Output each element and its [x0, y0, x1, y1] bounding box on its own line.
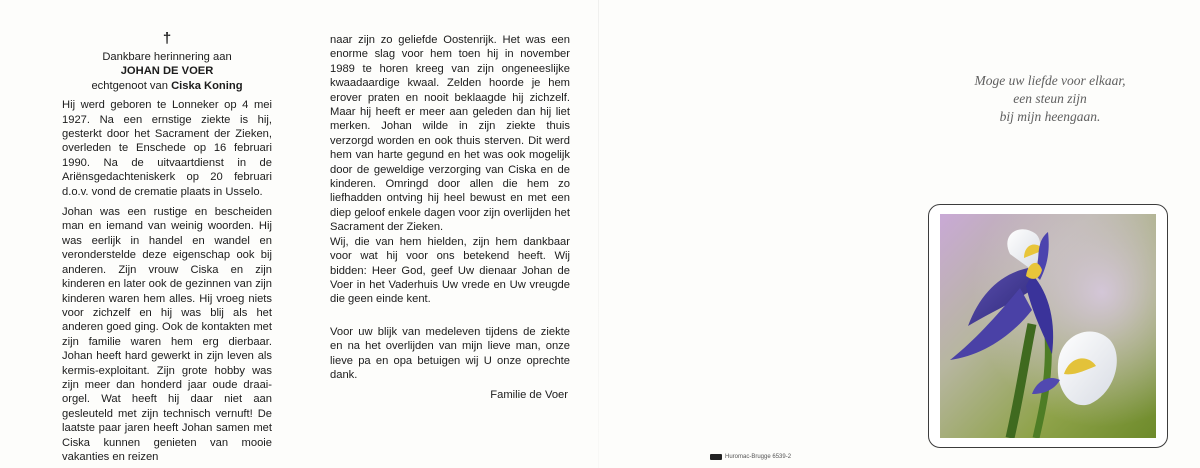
- card-fold-line: [598, 0, 599, 468]
- printer-mark-text: Huromac-Brugge 6539-2: [725, 454, 792, 460]
- biography-paragraph-1: Hij werd geboren te Lonneker op 4 mei 1927. Na een ernstige ziekte is hij, gesterkt door het Sacrament der Zieken, overleden te Enschede op 16 februari 1990. Na de uitvaartdienst in de Ariënsgedachteniskerk op 20 februari d.o.v. vond de crematie plaats in Usselo.: [62, 99, 272, 198]
- deceased-name: JOHAN DE VOER: [120, 65, 214, 78]
- poem-verse: [930, 72, 1170, 126]
- left-text-column: [62, 30, 272, 464]
- poem-line: Moge uw liefde voor elkaar,: [974, 73, 1126, 88]
- cross-icon: †: [162, 30, 172, 47]
- prayer-paragraph: Wij, die van hem hielden, zijn hem dankbaar voor wat hij voor ons betekend heeft. Wij bidden: Heer God, geef Uw dienaar Johan de Voer in het Vaderhuis Uw vrede en Uw vreugde die geen einde kent.: [330, 235, 570, 306]
- poem-line: bij mijn heengaan.: [999, 109, 1101, 124]
- middle-text-column: [330, 33, 570, 403]
- biography-paragraph-2: Johan was een rustige en bescheiden man en iemand van weinig woorden. Hij was eerlijk in handel en wandel en veronderstelde deze eigenschap ook bij anderen. Zijn vrouw Ciska en zijn kinderen en later ook de gezinnen van zijn kinderen waren hem alles. Hij vroeg niets voor zichzelf en hij was blij als het anderen goed ging. Ook de kontakten met zijn familie waren hem erg dierbaar. Johan heeft hard gewerkt in zijn leven als kermis-exploitant. Zijn grote hobby was zijn meer dan honderd jaar oude draai-orgel. Wat heeft hij daar niet aan gesleuteld met zijn technisch vernuft! De laatste paar jaren heeft Johan samen met Ciska kunnen genieten van mooie vakanties en reizen: [62, 206, 272, 463]
- poem-line: een steun zijn: [1013, 91, 1087, 106]
- biography-paragraph-3: naar zijn zo geliefde Oostenrijk. Het was een enorme slag voor hem toen hij in november 1989 te horen kreeg van zijn ongeneeslijke kwaadaardige kwaal. Zelden hoorde je hem erover praten en nooit beklaagde hij zichzelf. Maar hij heeft er meer aan geleden dan hij liet merken. Johan wilde in zijn ziekte thuis verzorgd worden en ook thuis sterven. Dit werd hem van harte gegund en het was ook mogelijk door de geweldige verzorging van Ciska en de kinderen. Omringd door allen die hem zo liefhadden ontving hij heel bewust en met een diep geloof enkele dagen voor zijn overlijden het Sacrament der Zieken.: [330, 34, 570, 234]
- spouse-name: Ciska Koning: [171, 79, 243, 92]
- card-heading: [62, 30, 272, 93]
- thanks-paragraph: Voor uw blijk van medeleven tijdens de ziekte en na het overlijden van mijn lieve man, onze lieve pa en opa betuigen wij U onze oprechte dank.: [330, 325, 570, 381]
- printer-logo-icon: [710, 454, 722, 460]
- heading-remembrance: Dankbare herinnering aan: [102, 51, 232, 63]
- iris-flower-photo-icon: [940, 214, 1156, 438]
- family-signature: Familie de Voer: [490, 389, 568, 402]
- spouse-prefix: echtgenoot van: [91, 79, 172, 92]
- spouse-line: [62, 79, 272, 93]
- printer-mark: [710, 452, 850, 462]
